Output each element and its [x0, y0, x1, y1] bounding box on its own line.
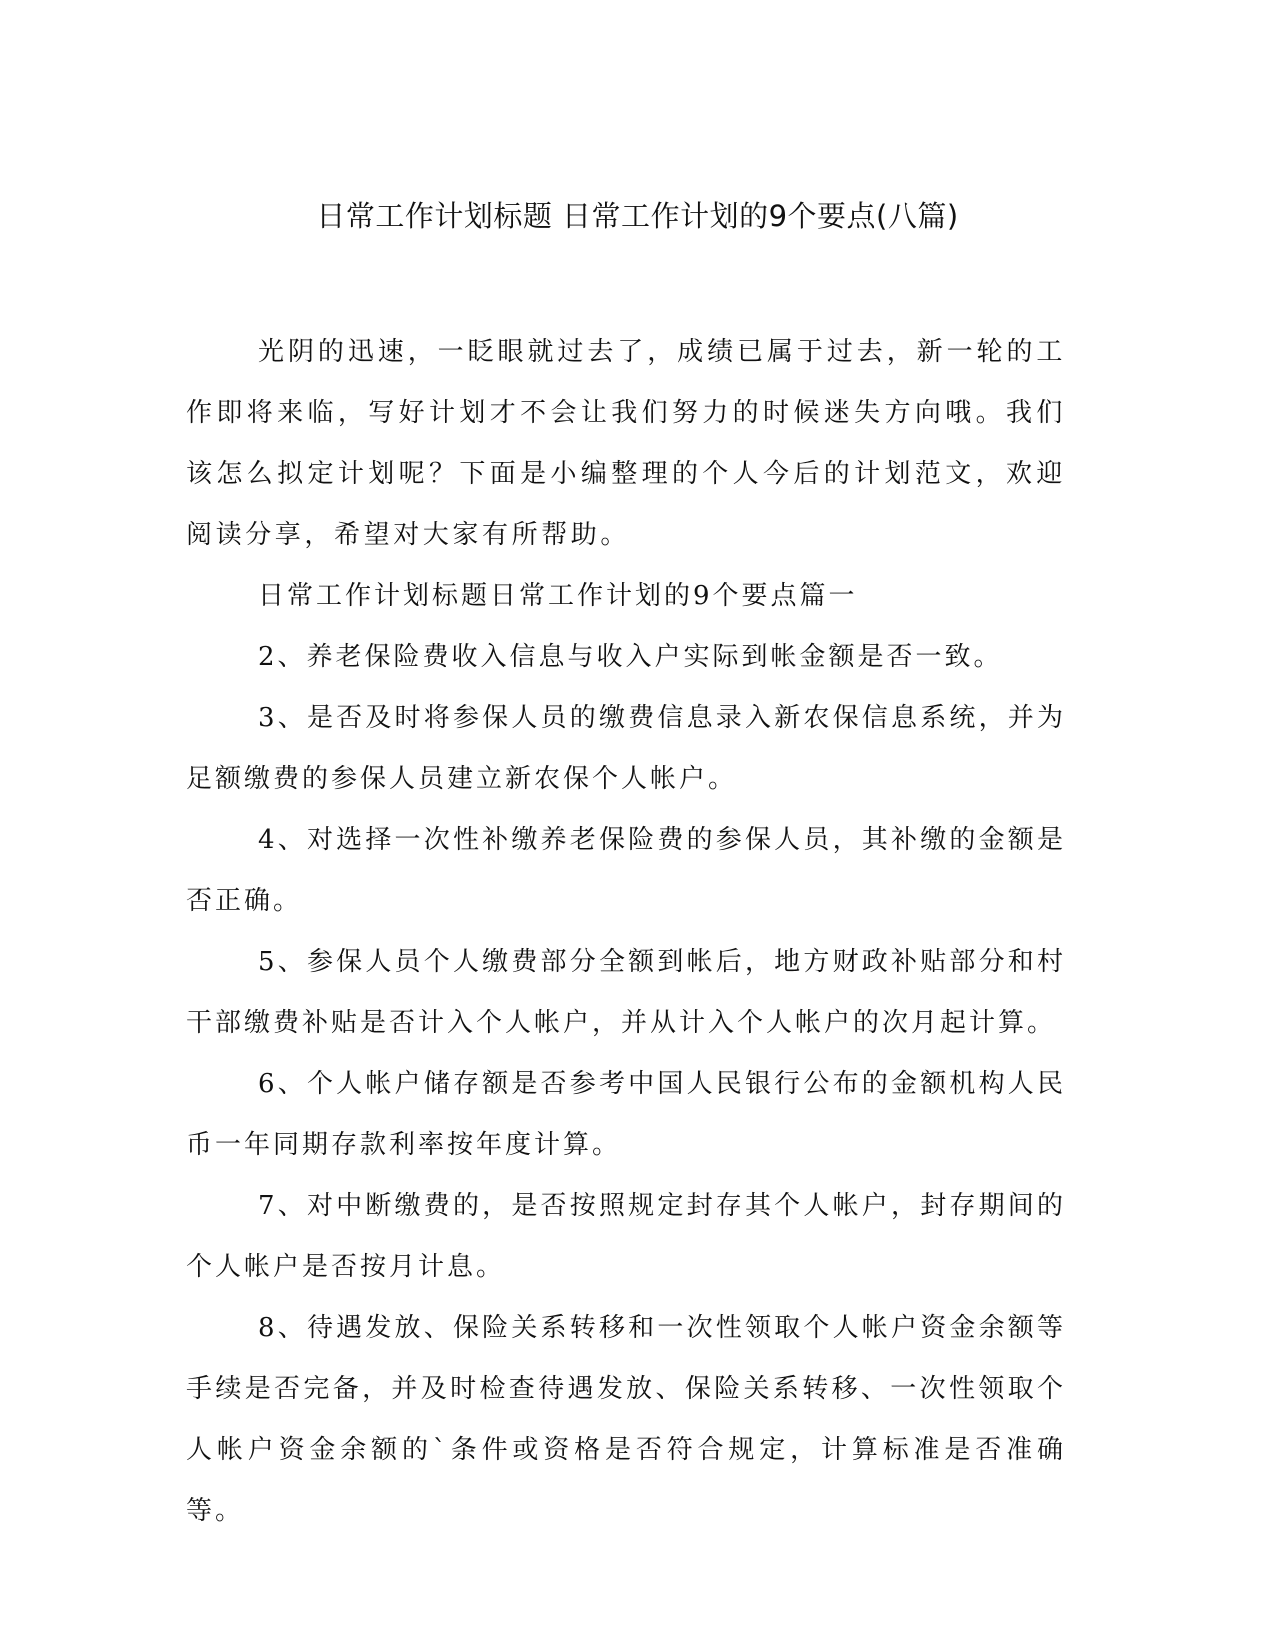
list-item-7: 7、对中断缴费的，是否按照规定封存其个人帐户，封存期间的个人帐户是否按月计息。	[186, 1191, 1066, 1282]
list-item-3: 3、是否及时将参保人员的缴费信息录入新农保信息系统，并为足额缴费的参保人员建立新农保个人帐户。	[186, 703, 1066, 794]
document-title: 日常工作计划标题 日常工作计划的9个要点(八篇)	[316, 199, 959, 233]
section-heading: 日常工作计划标题日常工作计划的9个要点篇一	[258, 581, 858, 611]
list-item-5: 5、参保人员个人缴费部分全额到帐后，地方财政补贴部分和村干部缴费补贴是否计入个人帐户，并从计入个人帐户的次月起计算。	[186, 947, 1066, 1038]
document-body	[186, 322, 1066, 1542]
list-item-4: 4、对选择一次性补缴养老保险费的参保人员，其补缴的金额是否正确。	[186, 825, 1066, 916]
list-item-8: 8、待遇发放、保险关系转移和一次性领取个人帐户资金余额等手续是否完备，并及时检查待遇发放、保险关系转移、一次性领取个人帐户资金余额的`条件或资格是否符合规定，计算标准是否准确等。	[186, 1313, 1066, 1526]
intro-paragraph: 光阴的迅速，一眨眼就过去了，成绩已属于过去，新一轮的工作即将来临，写好计划才不会让我们努力的时候迷失方向哦。我们该怎么拟定计划呢？下面是小编整理的个人今后的计划范文，欢迎阅读分享，希望对大家有所帮助。	[186, 337, 1066, 550]
list-item-6: 6、个人帐户储存额是否参考中国人民银行公布的金额机构人民币一年同期存款利率按年度计算。	[186, 1069, 1066, 1160]
list-item-2: 2、养老保险费收入信息与收入户实际到帐金额是否一致。	[258, 642, 1003, 672]
